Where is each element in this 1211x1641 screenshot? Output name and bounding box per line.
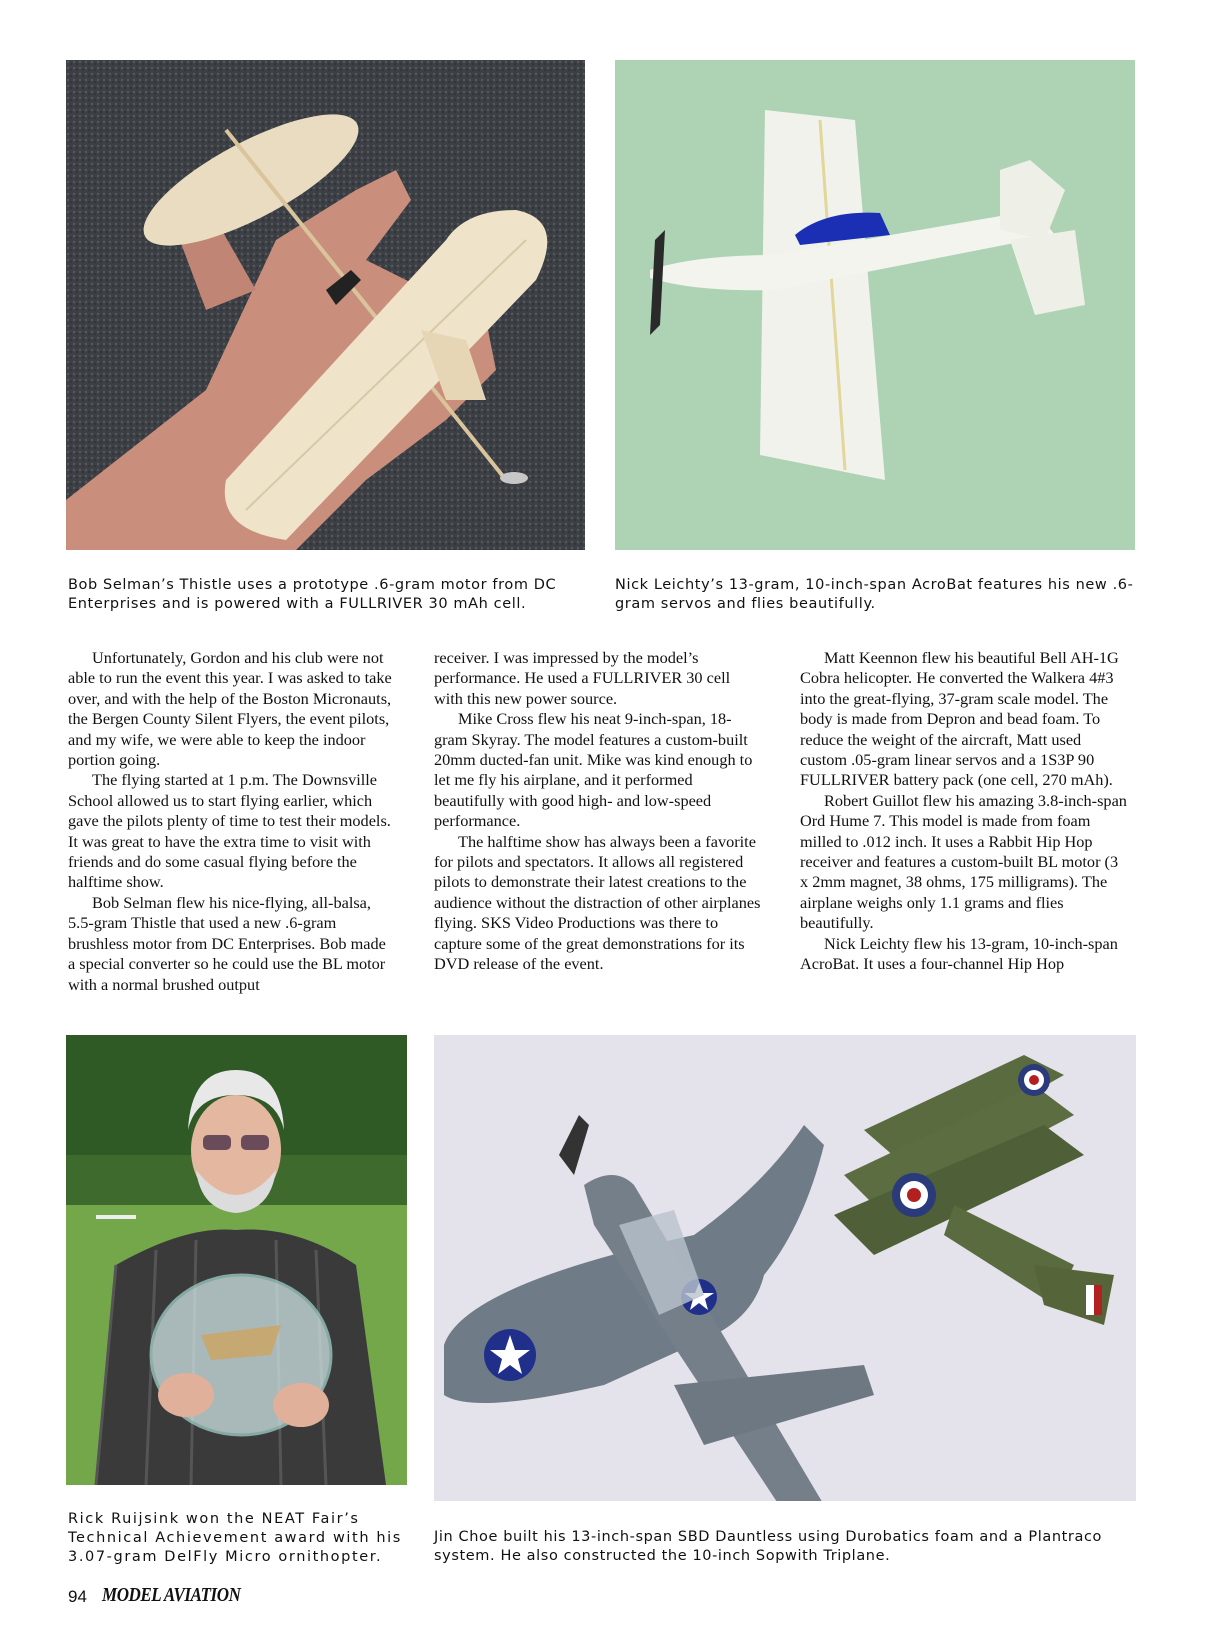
- article-column-2: [434, 648, 762, 975]
- page-number: 94: [68, 1587, 87, 1606]
- photo-dauntless-triplane: [434, 1035, 1136, 1501]
- photo-acrobat: [615, 60, 1135, 550]
- caption-rick-ruijsink: Rick Ruijsink won the NEAT Fair’s Technical Achievement award with his 3.07-gram DelFly Micro ornithopter.: [68, 1511, 402, 1565]
- col1-para-3: Bob Selman flew his nice-flying, all-balsa, 5.5-gram Thistle that used a new .6-gram brushless motor from DC Enterprises. Bob made a special converter so he could use the BL motor with a normal brushed output: [68, 892, 386, 994]
- col3-para-2: Robert Guillot flew his amazing 3.8-inch-span Ord Hume 7. This model is made from foam milled to .012 inch. It uses a Rabbit Hip Hop receiver and features a custom-built BL motor (3 x 2mm magnet, 38 ohms, 175 milligrams). The airplane weighs only 1.1 grams and flies beautifully.: [800, 790, 1127, 933]
- col1-para-1: Unfortunately, Gordon and his club were not able to run the event this year. I was asked to take over, and with the help of the Boston Micronauts, the Bergen County Silent Flyers, the event pilots, and my wife, we were able to keep the indoor portion going.: [68, 648, 392, 770]
- magazine-masthead: MODEL AVIATION: [102, 1584, 241, 1606]
- col1-para-2: The flying started at 1 p.m. The Downsville School allowed us to start flying earlier, which gave the pilots plenty of time to test their models. It was great to have the extra time to visit with friends and do some casual flying before the halftime show.: [68, 770, 391, 892]
- caption-thistle: Bob Selman’s Thistle uses a prototype .6-gram motor from DC Enterprises and is powered with a FULLRIVER 30 mAh cell.: [68, 577, 557, 612]
- caption-acrobat: Nick Leichty’s 13-gram, 10-inch-span AcroBat features his new .6-gram servos and flies beautifully.: [615, 577, 1134, 612]
- photo-rick-ruijsink: [66, 1035, 407, 1485]
- col3-para-3: Nick Leichty flew his 13-gram, 10-inch-span AcroBat. It uses a four-channel Hip Hop: [800, 933, 1118, 974]
- caption-dauntless-triplane: Jin Choe built his 13-inch-span SBD Dauntless using Durobatics foam and a Plantraco system. He also constructed the 10-inch Sopwith Triplane.: [434, 1529, 1102, 1564]
- col2-para-1: receiver. I was impressed by the model’s performance. He used a FULLRIVER 30 cell with this new power source.: [434, 648, 731, 708]
- col2-para-3: The halftime show has always been a favorite for pilots and spectators. It allows all registered pilots to demonstrate their latest creations to the audience without the distraction of other airplanes flying. SKS Video Productions was there to capture some of the great demonstrations for its DVD release of the event.: [434, 831, 761, 974]
- article-column-3: [800, 648, 1128, 975]
- col3-para-1: Matt Keennon flew his beautiful Bell AH-1G Cobra helicopter. He converted the Walkera 4#3 into the great-flying, 37-gram scale model. The body is made from Depron and bead foam. To reduce the weight of the aircraft, Matt used custom .05-gram linear servos and a 1S3P 90 FULLRIVER battery pack (one cell, 270 mAh).: [800, 648, 1119, 790]
- article-column-1: [68, 648, 396, 995]
- photo-thistle: [66, 60, 585, 550]
- col2-para-2: Mike Cross flew his neat 9-inch-span, 18-gram Skyray. The model features a custom-built 20mm ducted-fan unit. Mike was kind enough to let me fly his airplane, and it performed beautifully with good high- and low-speed performance.: [434, 709, 753, 831]
